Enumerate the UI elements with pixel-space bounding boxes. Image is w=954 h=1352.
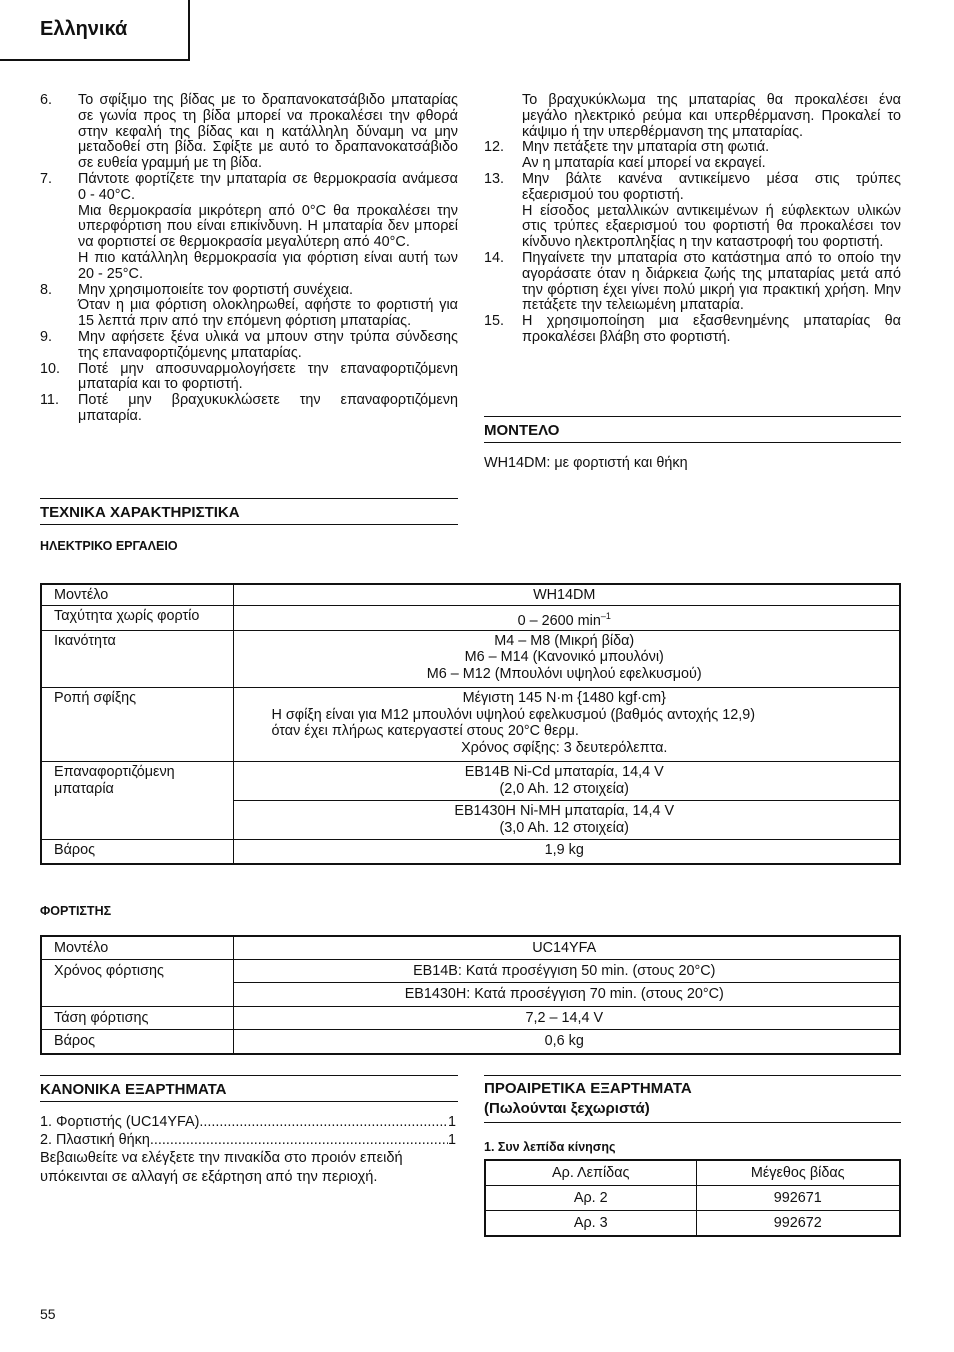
table-row bbox=[485, 1160, 900, 1186]
table-row bbox=[41, 688, 900, 762]
table-row bbox=[41, 936, 900, 959]
spec-label: Ταχύτητα χωρίς φορτίο bbox=[41, 605, 233, 630]
list-item bbox=[484, 93, 901, 140]
list-item bbox=[484, 140, 901, 156]
torque-line: όταν έχει πλήρως κατεργαστεί στους 20°C θερμ. bbox=[271, 723, 579, 740]
list-item-continuation: Αν η μπαταρία καεί μπορεί να εκραγεί. bbox=[522, 155, 766, 172]
list-item-number: 13. bbox=[484, 170, 505, 187]
model-section-text: WH14DM: με φορτιστή και θήκη bbox=[484, 455, 688, 471]
spec-value bbox=[233, 762, 900, 801]
torque-line: Μέγιστη 145 N·m {1480 kgf·cm} bbox=[462, 690, 666, 707]
accessory-count: 1 bbox=[447, 1132, 456, 1148]
spec-label: Βάρος bbox=[41, 840, 233, 864]
spec-value: EB1430H: Κατά προσέγγιση 70 min. (στους 20°C) bbox=[233, 983, 900, 1007]
capacity-line: M6 – M12 (Μπουλόνι υψηλού εφελκυσμού) bbox=[426, 665, 702, 682]
table-row bbox=[485, 1186, 900, 1211]
list-item-text: Ποτέ μην αποσυναρμολογήσετε την επαναφορτιζόμενη μπαταρία και το φορτιστή. bbox=[78, 360, 458, 393]
list-item-number: 12. bbox=[484, 139, 505, 156]
list-item bbox=[40, 172, 458, 204]
leader-dots bbox=[150, 1131, 448, 1149]
spec-value: 0,6 kg bbox=[233, 1030, 900, 1054]
list-item-continuation: Η είσοδος μεταλλικών αντικειμένων ή εύφλεκτων υλικών στις τρύπες εξαερισμού του φορτιστή θα προκαλέσει τον κίνδυνο ηλεκτροπληξίας η την καταστροφή του φορτιστή. bbox=[522, 202, 901, 251]
blade-table bbox=[484, 1159, 901, 1237]
accessory-label: 2. Πλαστική θήκη bbox=[40, 1132, 150, 1148]
list-item bbox=[40, 330, 458, 362]
list-item-number: 6. bbox=[40, 92, 53, 108]
battery-line: (2,0 Ah. 12 στοιχεία) bbox=[499, 780, 629, 797]
accessory-count: 1 bbox=[447, 1114, 456, 1130]
list-item-number: 10. bbox=[40, 360, 61, 377]
speed-unit-exponent: –1 bbox=[600, 610, 611, 621]
power-tool-subtitle: ΗΛΕΚΤΡΙΚΟ ΕΡΓΑΛΕΙΟ bbox=[40, 539, 178, 553]
table-header-cell: Μέγεθος βίδας bbox=[696, 1160, 900, 1186]
model-section-title: ΜΟΝΤΕΛΟ bbox=[484, 416, 901, 443]
spec-value bbox=[233, 630, 900, 688]
capacity-line: M4 – M8 (Μικρή βίδα) bbox=[494, 632, 635, 649]
list-item-text: Η χρησιμοποίηση μια εξασθενημένης μπαταρίας θα προκαλέσει βλάβη στο φορτιστή. bbox=[522, 313, 901, 345]
table-row bbox=[41, 1006, 900, 1030]
spec-label: Ικανότητα bbox=[41, 630, 233, 688]
list-item-number: 8. bbox=[40, 281, 53, 298]
spec-label: Τάση φόρτισης bbox=[41, 1006, 233, 1030]
table-row bbox=[41, 630, 900, 688]
accessory-label: 1. Φορτιστής (UC14YFA) bbox=[40, 1114, 200, 1130]
list-item bbox=[40, 93, 458, 172]
optional-item-title: 1. Συν λεπίδα κίνησης bbox=[484, 1140, 616, 1154]
list-item bbox=[40, 393, 458, 425]
list-item bbox=[40, 1131, 456, 1149]
spec-value bbox=[233, 688, 900, 762]
list-item-text: Μην χρησιμοποιείτε τον φορτιστή συνέχεια. bbox=[78, 281, 354, 298]
speed-value: 0 – 2600 min bbox=[517, 612, 601, 629]
left-column-list bbox=[40, 93, 458, 425]
specifications-title: ΤΕΧΝΙΚΑ ΧΑΡΑΚΤΗΡΙΣΤΙΚΑ bbox=[40, 498, 458, 525]
list-item-text: Το σφίξιμο της βίδας με το δραπανοκατσάβιδο μπαταρίας σε γωνία προς τη βίδα μπορεί να προκαλέσει την φθορά στην κεφαλή της βίδας και η κατάλληλη δύναμη να μην μεταδοθεί στη βίδα. Σφίξτε με αυτό το δραπανοκατσάβιδο σε ευθεία γραμμή με τη βίδα. bbox=[78, 92, 458, 172]
list-item bbox=[40, 283, 458, 299]
spec-label: Χρόνος φόρτισης bbox=[41, 959, 233, 1006]
table-row bbox=[41, 1030, 900, 1054]
battery-line: (3,0 Ah. 12 στοιχεία) bbox=[499, 819, 629, 836]
list-item bbox=[40, 1113, 456, 1131]
list-item-number bbox=[484, 93, 522, 140]
power-tool-spec-table bbox=[40, 583, 901, 865]
table-row bbox=[41, 959, 900, 983]
spec-value: UC14YFA bbox=[233, 936, 900, 959]
charger-subtitle: ΦΟΡΤΙΣΤΗΣ bbox=[40, 904, 112, 918]
list-item-continuation: Όταν η μια φόρτιση ολοκληρωθεί, αφήστε το φορτιστή για 15 λεπτά πριν από την επόμενη φόρτιση μπαταρίας. bbox=[78, 297, 458, 330]
list-item-continuation: Η πιο κατάλληλη θερμοκρασία για φόρτιση είναι αυτή των 20 - 25°C. bbox=[78, 249, 458, 282]
list-item bbox=[484, 251, 901, 314]
list-item-continuation: Μια θερμοκρασία μικρότερη από 0°C θα προκαλέσει την υπερφόρτιση που είναι επικίνδυνη. Η μπαταρία δεν μπορεί να φορτιστεί σε θερμοκρασία μεγαλύτερη από 40°C. bbox=[78, 202, 458, 251]
language-tab bbox=[0, 0, 190, 61]
charger-spec-table bbox=[40, 935, 901, 1055]
capacity-line: M6 – M14 (Κανονικό μπουλόνι) bbox=[464, 649, 664, 666]
battery-label: Επαναφορτιζόμενη μπαταρία bbox=[54, 764, 175, 797]
standard-accessories-list bbox=[40, 1113, 456, 1187]
spec-label: Μοντέλο bbox=[41, 936, 233, 959]
page-number: 55 bbox=[40, 1306, 56, 1322]
spec-value: WH14DM bbox=[233, 584, 900, 605]
list-item-text: Μην βάλτε κανένα αντικείμενο μέσα στις τρύπες εξαερισμού του φορτιστή. bbox=[522, 170, 901, 203]
optional-accessories-subtitle: (Πωλούνται ξεχωριστά) bbox=[484, 1100, 650, 1117]
spec-label: Μοντέλο bbox=[41, 584, 233, 605]
spec-label: Βάρος bbox=[41, 1030, 233, 1054]
language-label: Ελληνικά bbox=[40, 18, 128, 40]
list-item-text: Ποτέ μην βραχυκυκλώσετε την επαναφορτιζόμενη μπαταρία. bbox=[78, 392, 458, 424]
list-item-number: 11. bbox=[40, 392, 59, 409]
list-item bbox=[484, 172, 901, 204]
table-cell: 992672 bbox=[696, 1211, 900, 1237]
list-item-text: Πηγαίνετε την μπαταρία στο κατάστημα από το οποίο την αγοράσατε όταν η διάρκεια ζωής της μπαταρίας μετά από την φόρτιση έχει γίνει πολύ μικρή για πρακτική χρήση. Μην πετάξετε την τελειωμένη μπαταρία. bbox=[522, 249, 901, 314]
spec-value bbox=[233, 801, 900, 840]
table-cell: Αρ. 3 bbox=[485, 1211, 696, 1237]
torque-line: Χρόνος σφίξης: 3 δευτερόλεπτα. bbox=[461, 739, 668, 756]
leader-dots bbox=[199, 1113, 448, 1131]
list-item-text: Πάντοτε φορτίζετε την μπαταρία σε θερμοκρασία ανάμεσα 0 - 40°C. bbox=[78, 170, 458, 203]
table-row bbox=[41, 840, 900, 864]
battery-line: EB14B Ni-Cd μπαταρία, 14,4 V bbox=[464, 764, 664, 781]
table-row bbox=[41, 584, 900, 605]
table-row bbox=[41, 762, 900, 801]
optional-accessories-heading: ΠΡΟΑΙΡΕΤΙΚΑ ΕΞΑΡΤΗΜΑΤΑ bbox=[484, 1080, 692, 1097]
battery-line: EB1430H Ni-MH μπαταρία, 14,4 V bbox=[454, 803, 675, 820]
spec-value: EB14B: Κατά προσέγγιση 50 min. (στους 20°C) bbox=[233, 959, 900, 983]
list-item-text: Το βραχυκύκλωμα της μπαταρίας θα προκαλέσει ένα μεγάλο ηλεκτρικό ρεύμα και υπερθέρμανση. Προκαλεί το κάψιμο ή την υπερθέρμανση της μπαταρίας. bbox=[522, 92, 901, 140]
torque-line: Η σφίξη είναι για M12 μπουλόνι υψηλού εφελκυσμού (βαθμός αντοχής 12,9) bbox=[271, 706, 756, 723]
standard-accessories-title: ΚΑΝΟΝΙΚΑ ΕΞΑΡΤΗΜΑΤΑ bbox=[40, 1075, 458, 1102]
list-item-number: 9. bbox=[40, 328, 53, 345]
table-row bbox=[485, 1211, 900, 1237]
standard-accessories-note: Βεβαιωθείτε να ελέγξετε την πινακίδα στο προιόν επειδή υπόκεινται σε αλλαγή σε εξάρτηση από την περιοχή. bbox=[40, 1150, 403, 1185]
list-item-text: Μην αφήσετε ξένα υλικά να μπουν στην τρύπα σύνδεσης της επαναφορτιζόμενης μπαταρίας. bbox=[78, 328, 458, 361]
list-item-number: 14. bbox=[484, 249, 505, 266]
table-cell: Αρ. 2 bbox=[485, 1186, 696, 1211]
table-row bbox=[41, 605, 900, 630]
table-cell: 992671 bbox=[696, 1186, 900, 1211]
spec-label bbox=[41, 762, 233, 840]
spec-value: 7,2 – 14,4 V bbox=[233, 1006, 900, 1030]
list-item-number: 15. bbox=[484, 313, 505, 330]
spec-label: Ροπή σφίξης bbox=[41, 688, 233, 762]
right-column-list bbox=[484, 93, 901, 346]
list-item bbox=[40, 362, 458, 394]
list-item-number: 7. bbox=[40, 170, 53, 187]
list-item bbox=[484, 314, 901, 346]
spec-value bbox=[233, 605, 900, 630]
table-header-cell: Αρ. Λεπίδας bbox=[485, 1160, 696, 1186]
optional-accessories-title bbox=[484, 1075, 901, 1123]
spec-value: 1,9 kg bbox=[233, 840, 900, 864]
list-item-text: Μην πετάξετε την μπαταρία στη φωτιά. bbox=[522, 139, 770, 156]
